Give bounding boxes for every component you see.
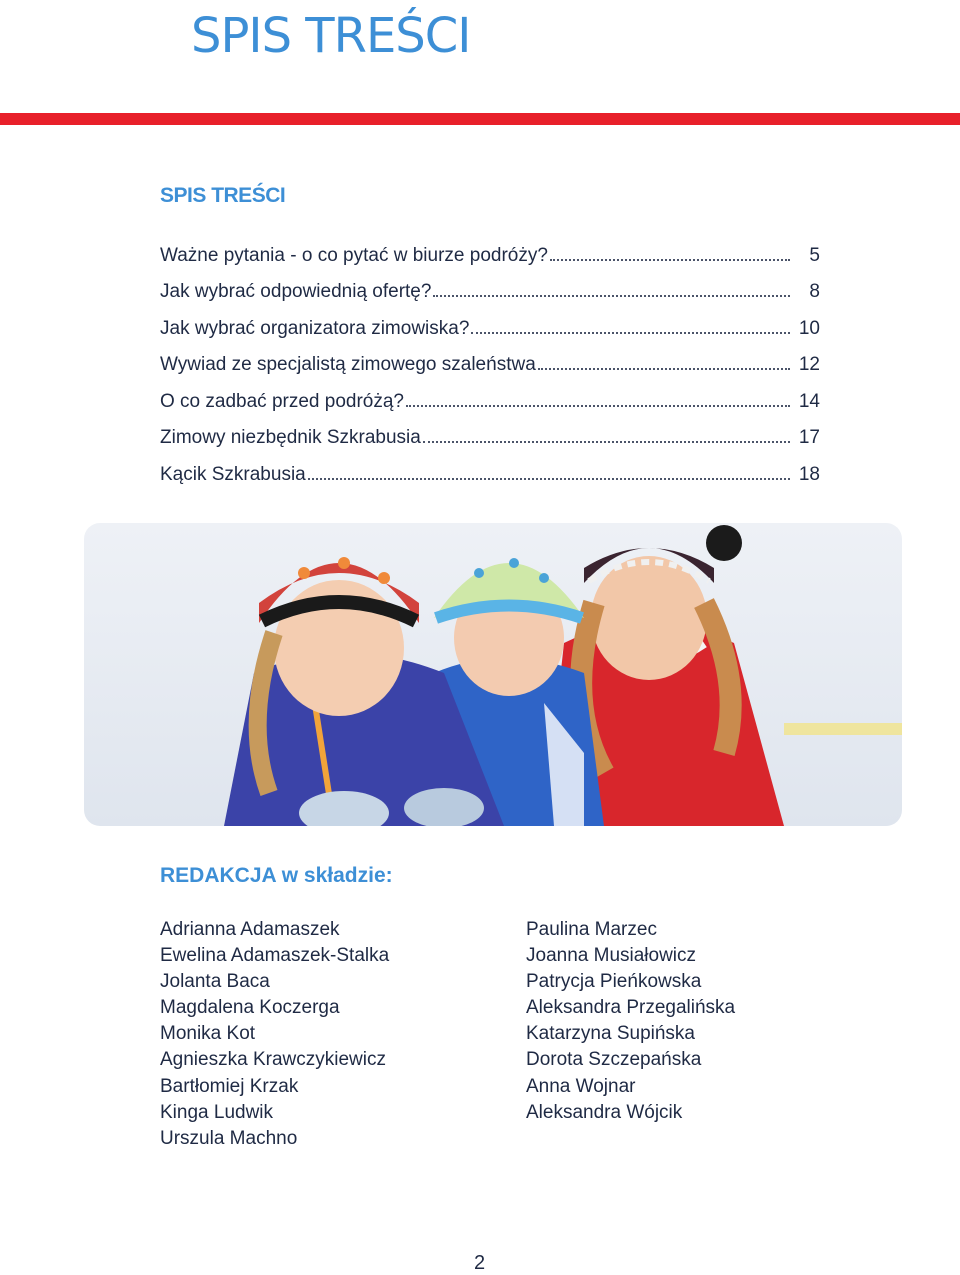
toc-entry[interactable] [160,376,820,413]
team-member: Monika Kot [160,1023,256,1045]
editorial-team-heading: REDAKCJA w składzie: [160,864,393,887]
team-member: Patrycja Pieńkowska [526,971,702,993]
children-winter-photo [84,523,902,826]
team-member: Adrianna Adamaszek [160,919,340,940]
team-member: Katarzyna Supińska [526,1023,695,1045]
team-member: Aleksandra Wójcik [526,1101,683,1123]
team-member: Agnieszka Krawczykiewicz [160,1049,386,1071]
toc-entry-page: 14 [798,390,820,412]
toc-entry-title: O co zadbać przed podróżą? [160,390,404,412]
team-member: Urszula Machno [160,1127,298,1149]
team-member: Jolanta Baca [160,971,270,993]
toc-dot-leader [308,478,790,480]
red-divider [0,113,960,125]
toc-heading: SPIS TREŚCI [160,184,286,207]
editorial-team-column-2 [526,917,735,1126]
team-member: Joanna Musiałowicz [526,945,697,967]
team-member: Kinga Ludwik [160,1101,274,1123]
team-member: Bartłomiej Krzak [160,1075,299,1097]
team-member: Anna Wojnar [526,1075,636,1097]
team-member: Ewelina Adamaszek-Stalka [160,945,390,967]
toc-entry-page: 8 [809,281,820,302]
toc-entry[interactable] [160,340,820,377]
toc-entry-page: 17 [798,427,820,448]
page-title: SPIS TREŚCI [191,8,471,64]
toc-entry[interactable] [160,267,820,304]
toc-entry-title: Kącik Szkrabusia [160,463,306,485]
toc-entry[interactable] [160,303,820,340]
toc-entry-title: Jak wybrać organizatora zimowiska? [160,317,470,339]
toc-entry-page: 5 [809,244,820,266]
toc-entry-page: 10 [798,317,820,339]
toc-dot-leader [423,441,790,443]
toc-dot-leader [433,295,790,297]
toc-entry[interactable] [160,449,820,486]
page-number: 2 [474,1252,486,1274]
toc-list [160,230,820,486]
toc-dot-leader [406,405,790,407]
toc-entry-page: 12 [798,354,820,375]
toc-dot-leader [471,332,790,334]
toc-entry-title: Wywiad ze specjalistą zimowego szaleństwa [160,354,536,375]
toc-dot-leader [550,259,790,261]
toc-entry-title: Ważne pytania - o co pytać w biurze podróży? [160,244,548,266]
toc-entry[interactable] [160,413,820,450]
toc-dot-leader [538,368,790,370]
toc-entry-title: Jak wybrać odpowiednią ofertę? [160,281,432,302]
toc-entry-title: Zimowy niezbędnik Szkrabusia [160,427,421,448]
editorial-team-column-1 [160,917,389,1152]
toc-entry[interactable] [160,230,820,267]
team-member: Magdalena Koczerga [160,997,340,1019]
toc-entry-page: 18 [798,463,820,485]
team-member: Paulina Marzec [526,919,657,940]
team-member: Aleksandra Przegalińska [526,997,736,1019]
team-member: Dorota Szczepańska [526,1049,702,1071]
